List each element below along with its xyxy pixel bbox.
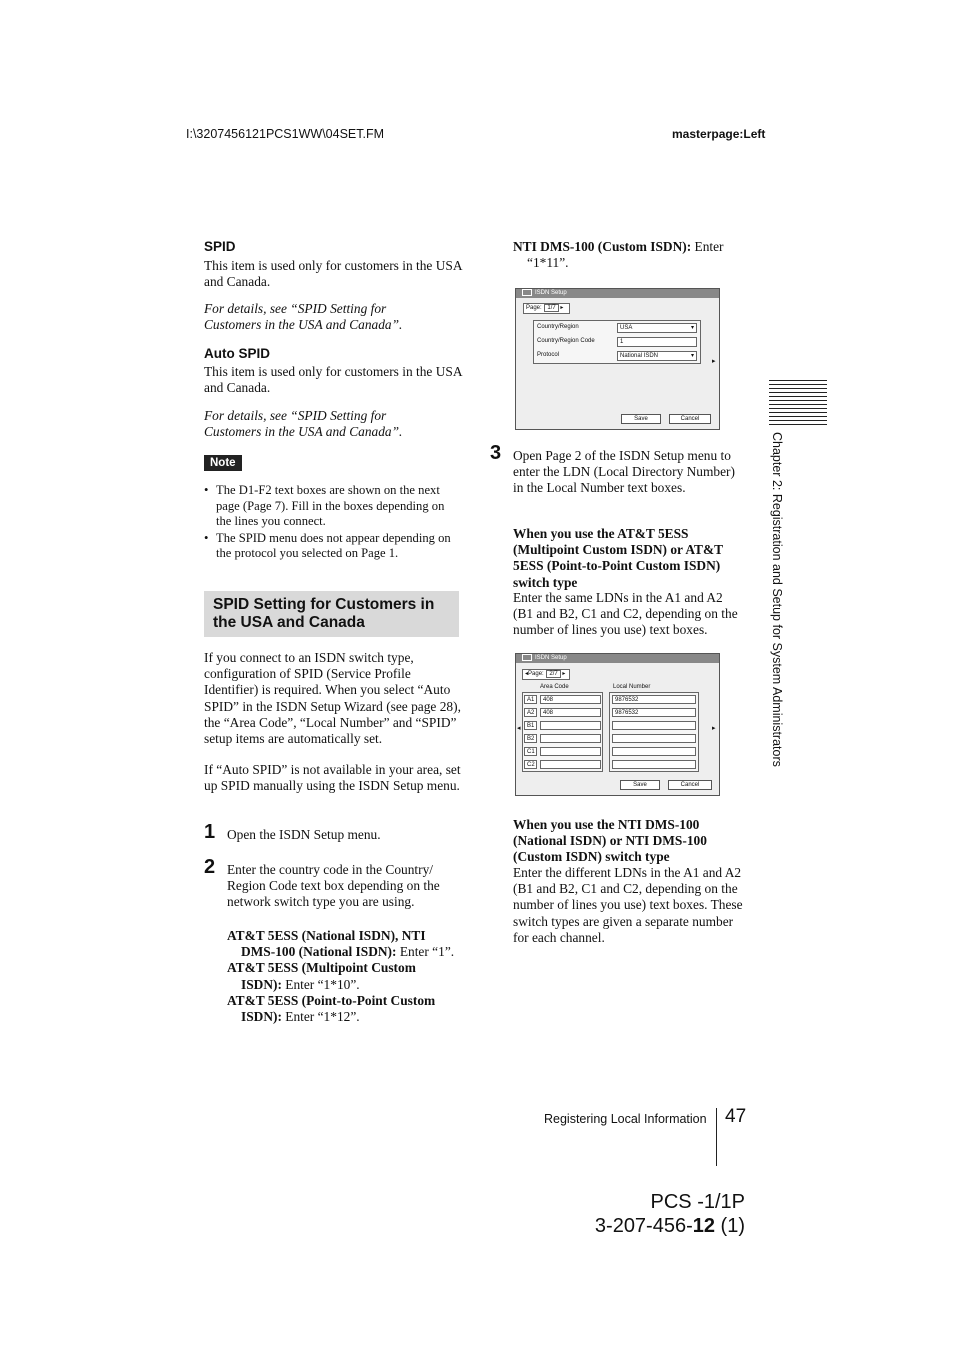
area-code-field <box>540 721 601 730</box>
chapter-tab-lines <box>769 380 827 426</box>
local-number-field: 9876532 <box>612 695 696 704</box>
part-number: 3-207-456-12 (1) <box>594 1215 745 1237</box>
row-id: C2 <box>524 760 537 769</box>
page-number: 47 <box>725 1106 747 1127</box>
step-2-text: Enter the country code in the Country/ Region Code text box depending on the network switch type you are using. <box>227 862 440 910</box>
protocol-dropdown: National ISDN ▾ <box>617 351 697 361</box>
save-button: Save <box>621 414 661 424</box>
section-title-line2: the USA and Canada <box>213 614 365 631</box>
model-number: PCS -1/1P <box>650 1191 745 1213</box>
step-3-text: Open Page 2 of the ISDN Setup menu to enter the LDN (Local Directory Number) in the Local Number text boxes. <box>513 448 735 496</box>
row-id: B2 <box>524 734 537 743</box>
local-number-field: 9876532 <box>612 708 696 717</box>
footer-divider <box>716 1108 717 1166</box>
header-filepath: I:\3207456121PCS1WW\04SET.FM <box>186 127 385 141</box>
local-number-field <box>612 734 696 743</box>
nti-custom-code: NTI DMS-100 (Custom ISDN): Enter “1*11”. <box>513 239 724 271</box>
row-id: B1 <box>524 721 537 730</box>
nti-text: Enter the different LDNs in the A1 and A2 (B1 and B2, C1 and C2, depending on the number of lines you use) text boxes. These switch types are given a separate number for each channel. <box>513 865 743 945</box>
spid-details: For details, see “SPID Setting for Customers in the USA and Canada”. <box>204 301 403 333</box>
step-2-number: 2 <box>204 856 216 878</box>
area-code-field: 408 <box>540 708 601 717</box>
note-item: • The SPID menu does not appear depending on the protocol you selected on Page 1. <box>204 531 460 562</box>
row-id: C1 <box>524 747 537 756</box>
page-next-arrow-icon: ▸ <box>560 305 564 311</box>
screenshot-title: ISDN Setup <box>535 290 567 297</box>
col-area-code: Area Code <box>540 684 569 690</box>
note-list <box>204 483 460 563</box>
col-local-number: Local Number <box>613 684 651 690</box>
chapter-title-vertical: Chapter 2: Registration and Setup for System Administrators <box>770 432 784 767</box>
att-text: Enter the same LDNs in the A1 and A2 (B1 and B2, C1 and C2, depending on the number of lines you use) text boxes. <box>513 590 738 638</box>
isdn-logo-icon <box>522 654 532 661</box>
autospid-text: This item is used only for customers in the USA and Canada. <box>204 364 462 396</box>
switch-code-item: AT&T 5ESS (Point-to-Point Custom ISDN): Enter “1*12”. <box>227 992 436 1025</box>
spid-heading: SPID <box>204 239 236 254</box>
screenshot-title: ISDN Setup <box>535 655 567 662</box>
intro-paragraph: If you connect to an ISDN switch type, configuration of SPID (Service Profile Identifier) is required. When you select “Auto SPID” in the ISDN Setup Wizard (see page 28), the “Area Code”, “Local Number” and “SPID” setup items are automatically set. <box>204 650 461 747</box>
local-number-field <box>612 747 696 756</box>
isdn-logo-icon <box>522 289 532 296</box>
note-badge: Note <box>204 455 242 471</box>
country-region-dropdown: USA ▾ <box>617 323 697 333</box>
switch-code-item: AT&T 5ESS (National ISDN), NTI DMS-100 (National ISDN): Enter “1”. <box>227 928 455 960</box>
area-code-field <box>540 747 601 756</box>
local-number-group <box>609 692 699 772</box>
isdn-setup-screenshot-page1 <box>515 288 720 430</box>
row-label: Country/Region Code <box>537 338 595 344</box>
row-id: A1 <box>524 695 537 704</box>
cancel-button: Cancel <box>668 780 712 790</box>
switch-code-list <box>227 928 459 1025</box>
next-page-arrow-icon: ▸ <box>712 725 716 732</box>
country-region-code-field: 1 <box>617 337 697 347</box>
row-id: A2 <box>524 708 537 717</box>
switch-code-item: AT&T 5ESS (Multipoint Custom ISDN): Enter “1*10”. <box>227 960 416 992</box>
att-heading: When you use the AT&T 5ESS (Multipoint Custom ISDN) or AT&T 5ESS (Point-to-Point Custom ISDN) switch type <box>513 526 723 590</box>
next-page-arrow-icon: ▸ <box>712 358 716 365</box>
cancel-button: Cancel <box>669 414 711 424</box>
page-selector: ◂Page: 2/7 ▸ <box>522 669 570 680</box>
area-code-field <box>540 734 601 743</box>
step-1-number: 1 <box>204 821 216 843</box>
row-label: Protocol <box>537 352 560 358</box>
page-selector: Page: 1/7 ▸ <box>523 303 570 314</box>
spid-text: This item is used only for customers in the USA and Canada. <box>204 258 462 290</box>
page-prev-arrow-icon: ◂ <box>525 671 529 677</box>
section-title-line1: SPID Setting for Customers in <box>213 596 435 613</box>
area-code-group <box>522 692 603 772</box>
step-3-number: 3 <box>490 442 502 464</box>
header-masterpage: masterpage:Left <box>672 127 766 141</box>
prev-page-arrow-icon: ◂ <box>517 725 521 732</box>
section-title <box>204 591 459 637</box>
row-label: Country/Region <box>537 324 579 330</box>
dropdown-arrow-icon: ▾ <box>690 325 694 331</box>
step-1-text: Open the ISDN Setup menu. <box>227 827 381 842</box>
page-next-arrow-icon: ▸ <box>562 671 566 677</box>
local-number-field <box>612 721 696 730</box>
local-number-field <box>612 760 696 769</box>
area-code-field <box>540 760 601 769</box>
settings-group <box>533 320 701 364</box>
area-code-field: 408 <box>540 695 601 704</box>
footer-section: Registering Local Information <box>544 1112 707 1126</box>
save-button: Save <box>620 780 660 790</box>
autospid-details: For details, see “SPID Setting for Customers in the USA and Canada”. <box>204 408 403 440</box>
dropdown-arrow-icon: ▾ <box>690 353 694 359</box>
intro-paragraph-2: If “Auto SPID” is not available in your area, set up SPID manually using the ISDN Setup menu. <box>204 762 461 794</box>
autospid-heading: Auto SPID <box>204 346 270 361</box>
note-item: • The D1-F2 text boxes are shown on the next page (Page 7). Fill in the boxes depending on the lines you connect. <box>204 483 460 530</box>
nti-heading: When you use the NTI DMS-100 (National ISDN) or NTI DMS-100 (Custom ISDN) switch type <box>513 817 707 865</box>
isdn-setup-screenshot-page2 <box>515 653 720 796</box>
